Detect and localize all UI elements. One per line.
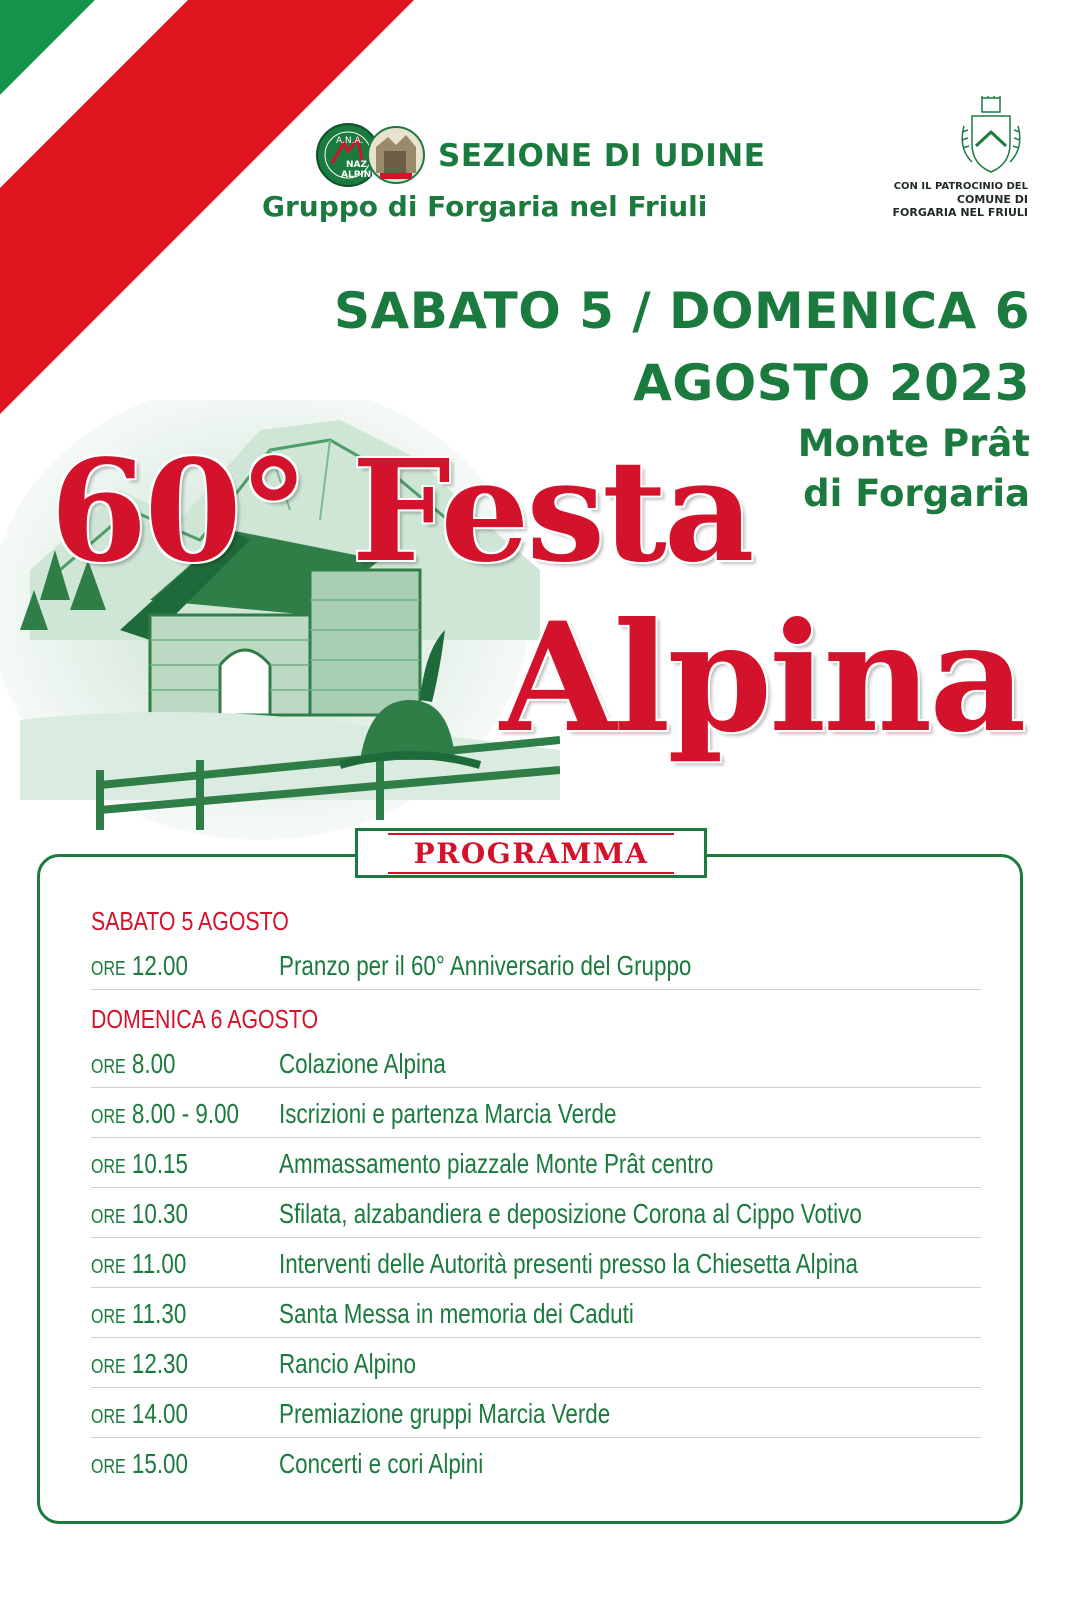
ana-logo [314,121,426,189]
schedule-row [91,1138,981,1188]
schedule-desc: Santa Messa in memoria dei Caduti [279,1298,634,1329]
schedule-row [91,1338,981,1388]
schedule-row [91,1088,981,1138]
sezione-title: SEZIONE DI UDINE [438,138,766,174]
schedule-row [91,1238,981,1288]
event-month-year: AGOSTO 2023 [633,354,1030,412]
gruppo-title: Gruppo di Forgaria nel Friuli [262,190,708,223]
schedule-row [91,940,981,990]
patrocinio-line3: FORGARIA NEL FRIULI [892,206,1028,219]
schedule-time: ORE 12.30 [91,1348,188,1379]
schedule-desc: Iscrizioni e partenza Marcia Verde [279,1098,617,1129]
day-heading-sabato: SABATO 5 AGOSTO [91,906,289,936]
schedule-time: ORE 15.00 [91,1448,188,1479]
patrocinio-note [893,180,1028,219]
schedule-time: ORE 12.00 [91,950,188,981]
patrocinio-line2: COMUNE DI [956,193,1028,206]
schedule-row [91,1288,981,1338]
schedule-desc: Rancio Alpino [279,1348,416,1379]
event-place-line1: Monte Prât [797,422,1030,465]
schedule-desc: Sfilata, alzabandiera e deposizione Corona al Cippo Votivo [279,1198,862,1229]
naz-logo-text: NAZ [346,160,368,170]
schedule-desc: Colazione Alpina [279,1048,446,1079]
schedule-row [91,1438,981,1488]
title-alpina: Alpina [500,590,1024,766]
event-place-line2: di Forgaria [803,472,1030,515]
schedule-time: ORE 8.00 [91,1048,176,1079]
schedule-row [91,1188,981,1238]
programma-heading-tab [355,828,707,878]
schedule-row [91,1388,981,1438]
schedule [91,902,981,1488]
schedule-time: ORE 8.00 - 9.00 [91,1098,239,1129]
schedule-desc: Interventi delle Autorità presenti presso la Chiesetta Alpina [279,1248,859,1279]
schedule-desc: Ammassamento piazzale Monte Prât centro [279,1148,714,1179]
ana-logo-text: A.N.A. [336,136,364,146]
schedule-row [91,1038,981,1088]
schedule-time: ORE 14.00 [91,1398,188,1429]
patrocinio-line1: CON IL PATROCINIO DEL [893,181,1028,192]
schedule-desc: Pranzo per il 60° Anniversario del Gruppo [279,950,692,981]
event-dates: SABATO 5 / DOMENICA 6 [334,282,1030,340]
schedule-time: ORE 11.30 [91,1298,187,1329]
programma-heading: PROGRAMMA [388,833,675,874]
schedule-desc: Premiazione gruppi Marcia Verde [279,1398,611,1429]
title-festa: 60° Festa [50,430,752,594]
schedule-time: ORE 11.00 [91,1248,187,1279]
day-heading-domenica: DOMENICA 6 AGOSTO [91,1004,319,1034]
comune-crest-icon [958,96,1024,178]
schedule-desc: Concerti e cori Alpini [279,1448,484,1479]
alpini-logo-text: ALPINI [341,170,375,180]
schedule-time: ORE 10.15 [91,1148,188,1179]
schedule-time: ORE 10.30 [91,1198,188,1229]
